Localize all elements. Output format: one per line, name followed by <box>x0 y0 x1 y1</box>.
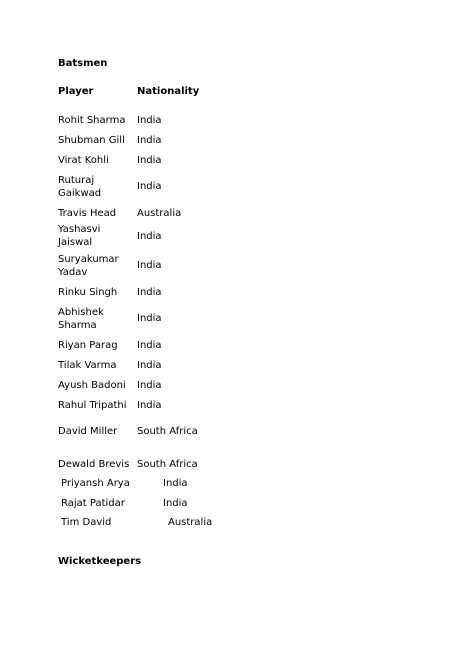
player-name: Virat Kohli <box>58 154 109 166</box>
table-row <box>55 130 202 150</box>
player-nationality: India <box>137 230 162 242</box>
extra-player-name: Rajat Patidar <box>61 498 125 509</box>
player-name: Rahul Tripathi <box>58 399 127 411</box>
player-nationality: South Africa <box>137 426 198 437</box>
header-nationality: Nationality <box>137 85 200 97</box>
player-nationality: India <box>137 399 162 411</box>
player-name: Ruturaj Gaikwad <box>58 174 102 199</box>
table-row <box>55 223 202 249</box>
table-row <box>55 335 202 355</box>
player-name: Riyan Parag <box>58 339 118 351</box>
player-nationality: South Africa <box>137 459 198 470</box>
player-name: Travis Head <box>58 207 117 219</box>
table-row <box>55 375 202 395</box>
player-name: Tilak Varma <box>58 359 117 371</box>
table-row <box>55 249 202 282</box>
table-row <box>55 282 202 302</box>
table-row <box>55 170 202 203</box>
player-nationality: India <box>137 114 162 126</box>
extra-player-name: Priyansh Arya <box>61 478 130 489</box>
header-player: Player <box>58 85 94 97</box>
table-row <box>55 302 202 335</box>
player-nationality: India <box>137 260 162 271</box>
extra-player-name: Tim David <box>61 517 112 528</box>
player-nationality: India <box>137 359 162 371</box>
player-nationality: Australia <box>137 207 182 219</box>
table-row <box>55 203 202 223</box>
player-nationality: India <box>137 286 162 298</box>
table-row <box>55 355 202 375</box>
player-name: Rinku Singh <box>58 286 118 298</box>
player-name: Rohit Sharma <box>58 114 126 126</box>
player-name: David Miller <box>58 426 118 437</box>
table-row <box>55 110 202 130</box>
player-name: Abhishek Sharma <box>58 306 104 331</box>
extra-player-nationality: India <box>163 478 188 489</box>
player-nationality: India <box>137 313 162 324</box>
table-header-row <box>55 72 202 110</box>
extra-player-nationality: Australia <box>168 517 213 528</box>
extra-player-nationality: India <box>163 498 188 509</box>
table-row <box>55 150 202 170</box>
player-nationality: India <box>137 134 162 146</box>
batsmen-table <box>55 72 202 481</box>
batsmen-heading: Batsmen <box>58 58 108 69</box>
player-name: Dewald Brevis <box>58 459 130 470</box>
player-nationality: India <box>137 339 162 351</box>
player-nationality: India <box>137 181 162 192</box>
player-nationality: India <box>137 154 162 166</box>
wicketkeepers-heading: Wicketkeepers <box>58 556 142 567</box>
table-row <box>55 395 202 415</box>
player-nationality: India <box>137 379 162 391</box>
player-name: Suryakumar Yadav <box>58 253 119 278</box>
table-row <box>55 415 202 448</box>
player-name: Yashasvi Jaiswal <box>58 224 101 248</box>
player-name: Ayush Badoni <box>58 379 126 391</box>
player-name: Shubman Gill <box>58 134 125 146</box>
